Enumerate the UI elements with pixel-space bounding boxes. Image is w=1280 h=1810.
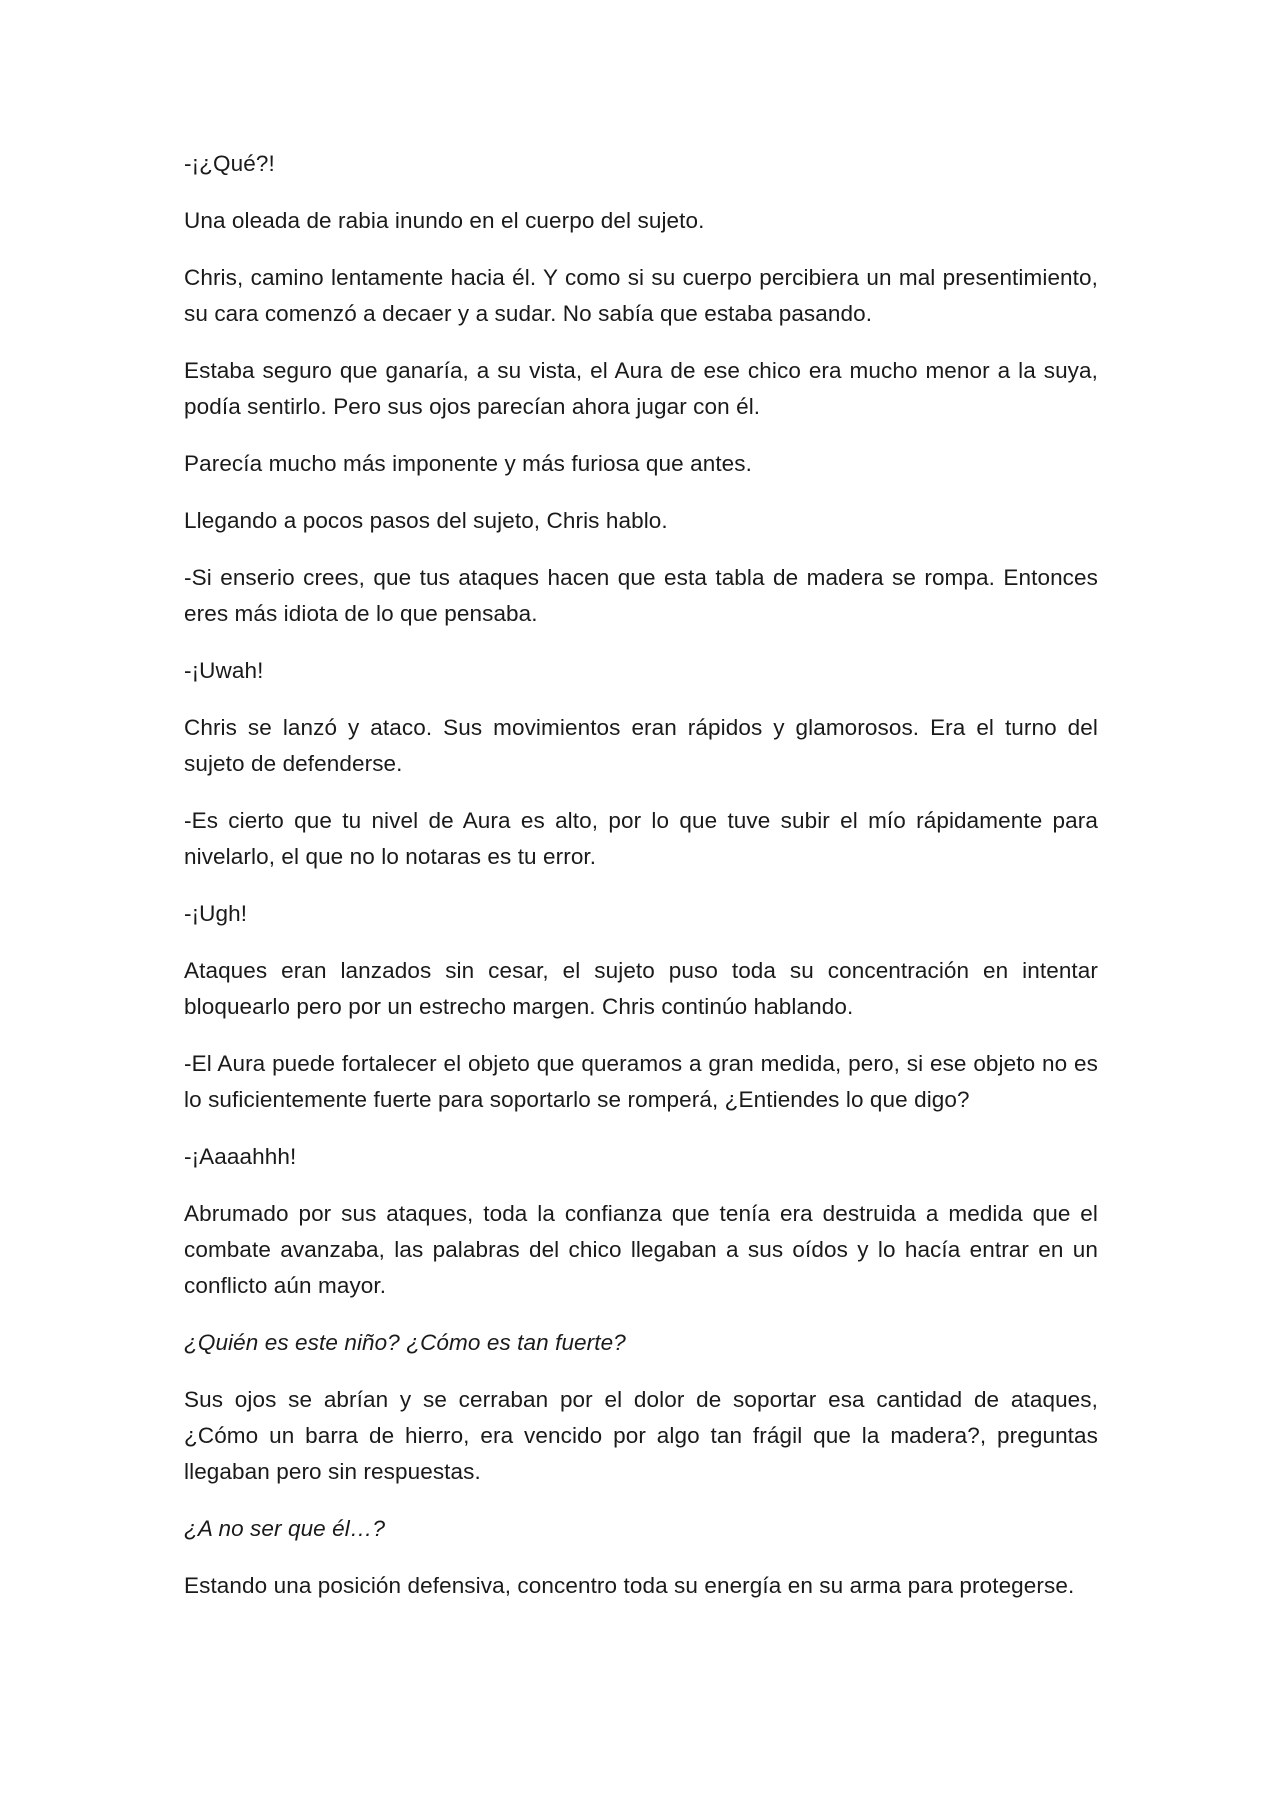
paragraph-7: -Si enserio crees, que tus ataques hacen que esta tabla de madera se rompa. Entonces eres más idiota de lo que pensaba. <box>184 565 1098 626</box>
paragraph-9: Chris se lanzó y ataco. Sus movimientos eran rápidos y glamorosos. Era el turno del sujeto de defenderse. <box>184 715 1098 776</box>
paragraph-5: Parecía mucho más imponente y más furiosa que antes. <box>184 451 752 476</box>
paragraph-4: Estaba seguro que ganaría, a su vista, el Aura de ese chico era mucho menor a la suya, podía sentirlo. Pero sus ojos parecían ahora jugar con él. <box>184 358 1098 419</box>
paragraph-8: -¡Uwah! <box>184 658 264 683</box>
paragraph-18-thought: ¿A no ser que él…? <box>184 1516 386 1541</box>
paragraph-19: Estando una posición defensiva, concentro toda su energía en su arma para protegerse. <box>184 1573 1075 1598</box>
paragraph-6: Llegando a pocos pasos del sujeto, Chris hablo. <box>184 508 668 533</box>
paragraph-13: -El Aura puede fortalecer el objeto que queramos a gran medida, pero, si ese objeto no es lo suficientemente fuerte para soportarlo se romperá, ¿Entiendes lo que digo? <box>184 1051 1098 1112</box>
paragraph-2: Una oleada de rabia inundo en el cuerpo del sujeto. <box>184 208 705 233</box>
paragraph-15: Abrumado por sus ataques, toda la confianza que tenía era destruida a medida que el combate avanzaba, las palabras del chico llegaban a sus oídos y lo hacía entrar en un conflicto aún mayor. <box>184 1201 1098 1298</box>
paragraph-16-thought: ¿Quién es este niño? ¿Cómo es tan fuerte? <box>184 1330 626 1355</box>
paragraph-3: Chris, camino lentamente hacia él. Y como si su cuerpo percibiera un mal presentimiento, su cara comenzó a decaer y a sudar. No sabía que estaba pasando. <box>184 265 1098 326</box>
paragraph-1: -¡¿Qué?! <box>184 151 275 176</box>
paragraph-10: -Es cierto que tu nivel de Aura es alto, por lo que tuve subir el mío rápidamente para nivelarlo, el que no lo notaras es tu error. <box>184 808 1098 869</box>
paragraph-12: Ataques eran lanzados sin cesar, el sujeto puso toda su concentración en intentar bloquearlo pero por un estrecho margen. Chris continúo hablando. <box>184 958 1098 1019</box>
paragraph-14: -¡Aaaahhh! <box>184 1144 297 1169</box>
paragraph-11: -¡Ugh! <box>184 901 248 926</box>
paragraph-17: Sus ojos se abrían y se cerraban por el dolor de soportar esa cantidad de ataques, ¿Cómo un barra de hierro, era vencido por algo tan frágil que la madera?, preguntas llegaban pero sin respuestas. <box>184 1387 1098 1484</box>
page-body <box>184 146 1098 1625</box>
